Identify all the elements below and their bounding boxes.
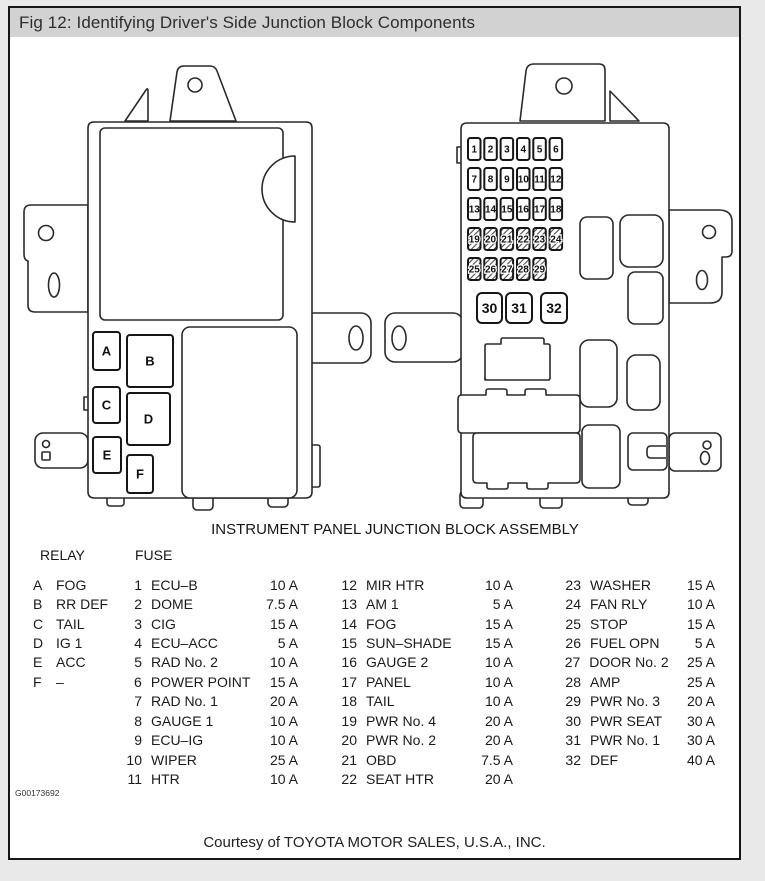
fuse-slot-label: 19 <box>468 234 480 246</box>
left-lower-tab <box>35 433 88 468</box>
fuse-amperage: 10 A <box>269 576 298 593</box>
fuse-row <box>559 692 715 711</box>
fuse-slot-label: 11 <box>534 174 545 186</box>
relay-name: ACC <box>56 654 86 671</box>
fuse-number: 32 <box>565 751 581 768</box>
fuse-amperage: 25 A <box>686 654 715 671</box>
relay-row <box>33 614 123 633</box>
fuse-row <box>335 672 513 691</box>
fuse-row <box>335 594 513 613</box>
relay-id: F <box>33 673 42 690</box>
fuse-row <box>120 614 298 633</box>
fuse-number: 12 <box>341 576 357 593</box>
relay-id: C <box>33 615 44 632</box>
fuse-name: STOP <box>590 615 628 632</box>
fuse-row <box>120 672 298 691</box>
fuse-number: 29 <box>565 693 581 710</box>
left-mounting-tab <box>170 66 236 121</box>
fuse-name: PWR No. 2 <box>366 732 437 749</box>
relay-slot-label: F <box>136 466 144 482</box>
right-mounting-tab <box>520 64 605 121</box>
fuse-slot-label: 5 <box>536 144 543 156</box>
fuse-number: 5 <box>134 654 142 671</box>
fuse-number: 3 <box>134 615 142 632</box>
fuse-slot-label: 10 <box>517 174 529 186</box>
fuse-name: FAN RLY <box>590 596 648 613</box>
fuse-amperage: 20 A <box>484 771 513 788</box>
fuse-row <box>335 653 513 672</box>
fuse-name: PWR SEAT <box>590 712 663 729</box>
connector-cavity <box>485 338 550 380</box>
fuse-row <box>335 711 513 730</box>
fuse-row <box>120 594 298 613</box>
diagram-caption: INSTRUMENT PANEL JUNCTION BLOCK ASSEMBLY <box>211 521 579 538</box>
relay-row <box>33 594 123 613</box>
fuse-amperage: 10 A <box>269 654 298 671</box>
fuse-amperage: 10 A <box>484 673 513 690</box>
fuse-row <box>335 750 513 769</box>
fuse-list-col3 <box>559 575 715 769</box>
relay-slot-label: C <box>101 397 112 413</box>
fuse-number: 27 <box>564 654 581 671</box>
fuse-number: 10 <box>126 751 142 768</box>
connector-cavity <box>580 340 617 407</box>
left-inner-panel <box>100 128 283 320</box>
connector-cavity-wide-2 <box>473 433 580 489</box>
fuse-amperage: 30 A <box>686 712 715 729</box>
fuse-name: SUN–SHADE <box>366 635 452 652</box>
fuse-name: GAUGE 2 <box>366 654 429 671</box>
fuse-number: 7 <box>134 693 142 710</box>
connector-cavity <box>628 272 663 324</box>
fuse-row <box>120 653 298 672</box>
fuse-list-col2 <box>335 575 513 789</box>
right-triangle-tab <box>610 91 639 121</box>
fuse-name: WASHER <box>590 576 651 593</box>
fuse-number: 2 <box>134 596 142 613</box>
fuse-slot-label: 9 <box>504 174 510 186</box>
fuse-row <box>559 614 715 633</box>
relay-id: A <box>33 576 43 593</box>
courtesy-line: Courtesy of TOYOTA MOTOR SALES, U.S.A., INC. <box>203 834 546 851</box>
fuse-number: 23 <box>565 576 581 593</box>
fuse-slot-label: 7 <box>471 174 478 186</box>
left-inner-lower-panel <box>182 327 297 498</box>
fuse-amperage: 15 A <box>686 615 715 632</box>
right-lower-bracket <box>669 433 721 471</box>
fuse-name: FUEL OPN <box>590 635 660 652</box>
fuse-amperage: 5 A <box>277 635 298 652</box>
fuse-name: PWR No. 3 <box>590 693 661 710</box>
fuse-name: MIR HTR <box>366 576 425 593</box>
fuse-row <box>559 653 715 672</box>
fuse-amperage: 20 A <box>269 693 298 710</box>
connector-cavity <box>582 425 620 488</box>
fuse-number: 28 <box>565 673 581 690</box>
fuse-name: FOG <box>366 615 397 632</box>
fuse-row <box>120 750 298 769</box>
fuse-slot-label: 32 <box>546 300 562 316</box>
fuse-row <box>335 769 513 788</box>
fuse-name: HTR <box>151 771 180 788</box>
left-junction-block <box>24 66 371 510</box>
connector-cavity <box>620 215 663 267</box>
fuse-amperage: 40 A <box>686 751 715 768</box>
fuse-row <box>120 692 298 711</box>
relay-name: TAIL <box>56 615 85 632</box>
fuse-slot-label: 28 <box>517 264 529 276</box>
fuse-number: 30 <box>565 712 581 729</box>
fuse-number: 22 <box>341 771 357 788</box>
fuse-row <box>120 711 298 730</box>
fuse-amperage: 15 A <box>269 615 298 632</box>
relay-row <box>33 653 123 672</box>
fuse-name: ECU–IG <box>151 732 204 749</box>
left-triangle-tab <box>125 89 148 121</box>
junction-block-diagrams <box>8 55 741 525</box>
fuse-name: CIG <box>151 615 176 632</box>
fuse-row <box>559 672 715 691</box>
fuse-number: 19 <box>341 712 357 729</box>
fuse-amperage: 20 A <box>484 732 513 749</box>
fuse-amperage: 10 A <box>269 771 298 788</box>
relay-name: – <box>56 673 64 690</box>
fuse-slot-label: 2 <box>487 144 494 156</box>
fuse-slot-label: 6 <box>553 144 559 156</box>
fuse-row <box>559 575 715 594</box>
fuse-row <box>559 594 715 613</box>
fuse-slot-label: 14 <box>484 204 497 216</box>
fuse-number: 25 <box>565 615 581 632</box>
fuse-slot-label: 24 <box>550 234 562 246</box>
fuse-number: 1 <box>134 576 142 593</box>
relay-name: FOG <box>56 576 87 593</box>
fuse-slot-label: 30 <box>481 300 498 316</box>
fuse-amperage: 20 A <box>484 712 513 729</box>
fuse-name: DOOR No. 2 <box>589 654 669 671</box>
fuse-number: 15 <box>341 635 357 652</box>
fuse-name: ECU–ACC <box>151 635 218 652</box>
fuse-name: AM 1 <box>366 596 399 613</box>
fuse-amperage: 25 A <box>269 751 298 768</box>
connector-cavity-wide-1 <box>458 389 580 433</box>
figure-title-bar <box>10 8 739 37</box>
fuse-row <box>120 575 298 594</box>
fuse-amperage: 7.5 A <box>266 596 298 613</box>
fuse-amperage: 25 A <box>686 673 715 690</box>
fuse-amperage: 7.5 A <box>481 751 513 768</box>
fuse-slot-label: 8 <box>487 174 494 186</box>
fuse-number: 8 <box>134 712 142 729</box>
fuse-number: 21 <box>341 751 357 768</box>
relay-slot-label: A <box>101 343 112 359</box>
relay-id: B <box>33 596 43 613</box>
relay-id: D <box>33 635 44 652</box>
fuse-number: 11 <box>127 771 142 788</box>
fuse-slot-label: 16 <box>517 204 529 216</box>
fuse-slot-label: 3 <box>504 144 510 156</box>
fuse-column-header: FUSE <box>135 547 173 563</box>
fuse-name: PWR No. 1 <box>590 732 661 749</box>
fuse-row <box>335 575 513 594</box>
figure-page <box>8 6 741 860</box>
fuse-name: PWR No. 4 <box>366 712 437 729</box>
fuse-row <box>335 731 513 750</box>
left-right-bracket <box>304 313 371 363</box>
fuse-row <box>120 769 298 788</box>
fuse-row <box>335 614 513 633</box>
fuse-number: 16 <box>341 654 357 671</box>
fuse-name: RAD No. 2 <box>151 654 218 671</box>
fuse-slot-label: 4 <box>520 144 527 156</box>
relay-row <box>33 633 123 652</box>
fuse-row <box>559 711 715 730</box>
fuse-slot-label: 29 <box>533 264 546 276</box>
fuse-name: GAUGE 1 <box>151 712 214 729</box>
right-left-bracket <box>385 313 463 362</box>
fuse-name: TAIL <box>366 693 395 710</box>
fuse-name: OBD <box>366 751 397 768</box>
graphic-code: G00173692 <box>15 788 60 798</box>
connector-cavity <box>580 217 613 279</box>
fuse-number: 6 <box>134 673 142 690</box>
fuse-amperage: 15 A <box>686 576 715 593</box>
fuse-amperage: 15 A <box>269 673 298 690</box>
fuse-amperage: 20 A <box>686 693 715 710</box>
fuse-slot-label: 13 <box>468 204 480 216</box>
fuse-number: 24 <box>565 596 581 613</box>
relay-slot-label: D <box>143 411 154 427</box>
fuse-number: 4 <box>134 635 142 652</box>
fuse-slot-label: 25 <box>468 264 480 276</box>
relay-column-header: RELAY <box>40 547 85 563</box>
fuse-row <box>559 633 715 652</box>
fuse-number: 14 <box>341 615 357 632</box>
connector-cavity <box>627 355 660 410</box>
fuse-name: SEAT HTR <box>366 771 434 788</box>
fuse-amperage: 5 A <box>492 596 513 613</box>
fuse-slot-label: 27 <box>501 264 513 276</box>
fuse-amperage: 10 A <box>484 693 513 710</box>
fuse-amperage: 10 A <box>484 576 513 593</box>
fuse-number: 17 <box>341 673 357 690</box>
fuse-name: ECU–B <box>151 576 198 593</box>
fuse-slot-label: 17 <box>533 204 546 216</box>
fuse-slot-label: 21 <box>501 234 513 246</box>
right-junction-block <box>385 64 732 508</box>
fuse-slot-label: 26 <box>484 264 497 276</box>
fuse-slot-label: 15 <box>501 204 513 216</box>
fuse-name: PANEL <box>366 673 411 690</box>
fuse-slot-label: 22 <box>517 234 529 246</box>
fuse-row <box>120 633 298 652</box>
fuse-name: DEF <box>590 751 618 768</box>
fuse-amperage: 30 A <box>686 732 715 749</box>
fuse-name: DOME <box>151 596 193 613</box>
fuse-slot-label: 20 <box>484 234 497 246</box>
fuse-number: 9 <box>134 732 142 749</box>
relay-slot-label: E <box>102 447 112 463</box>
fuse-amperage: 10 A <box>269 732 298 749</box>
fuse-number: 31 <box>565 732 581 749</box>
fuse-slot-label: 1 <box>471 144 478 156</box>
fuse-name: POWER POINT <box>150 673 251 690</box>
fuse-slot-label: 12 <box>550 174 562 186</box>
relay-name: RR DEF <box>56 596 109 613</box>
fuse-number: 20 <box>341 732 357 749</box>
fuse-number: 26 <box>565 635 581 652</box>
fuse-row <box>335 633 513 652</box>
fuse-name: WIPER <box>151 751 197 768</box>
large-fuse-row <box>477 293 567 323</box>
fuse-row <box>335 692 513 711</box>
relay-row <box>33 575 123 594</box>
fuse-row <box>559 731 715 750</box>
relay-name: IG 1 <box>56 635 83 652</box>
fuse-slot-label: 31 <box>511 300 527 316</box>
fuse-row <box>120 731 298 750</box>
fuse-name: RAD No. 1 <box>151 693 218 710</box>
fuse-row <box>559 750 715 769</box>
fuse-amperage: 10 A <box>269 712 298 729</box>
fuse-amperage: 15 A <box>484 635 513 652</box>
fuse-slot-label: 18 <box>550 204 562 216</box>
relay-list <box>33 575 123 692</box>
fuse-amperage: 5 A <box>694 635 715 652</box>
relay-slot-label: B <box>145 353 155 369</box>
relay-id: E <box>33 654 43 671</box>
relay-row <box>33 672 123 691</box>
fuse-amperage: 10 A <box>686 596 715 613</box>
figure-title: Fig 12: Identifying Driver's Side Junction Block Components <box>19 12 476 32</box>
fuse-number: 18 <box>341 693 357 710</box>
fuse-name: AMP <box>590 673 621 690</box>
fuse-number: 13 <box>341 596 357 613</box>
fuse-amperage: 10 A <box>484 654 513 671</box>
fuse-slot-label: 23 <box>533 234 546 246</box>
fuse-list-col1 <box>120 575 298 789</box>
fuse-amperage: 15 A <box>484 615 513 632</box>
